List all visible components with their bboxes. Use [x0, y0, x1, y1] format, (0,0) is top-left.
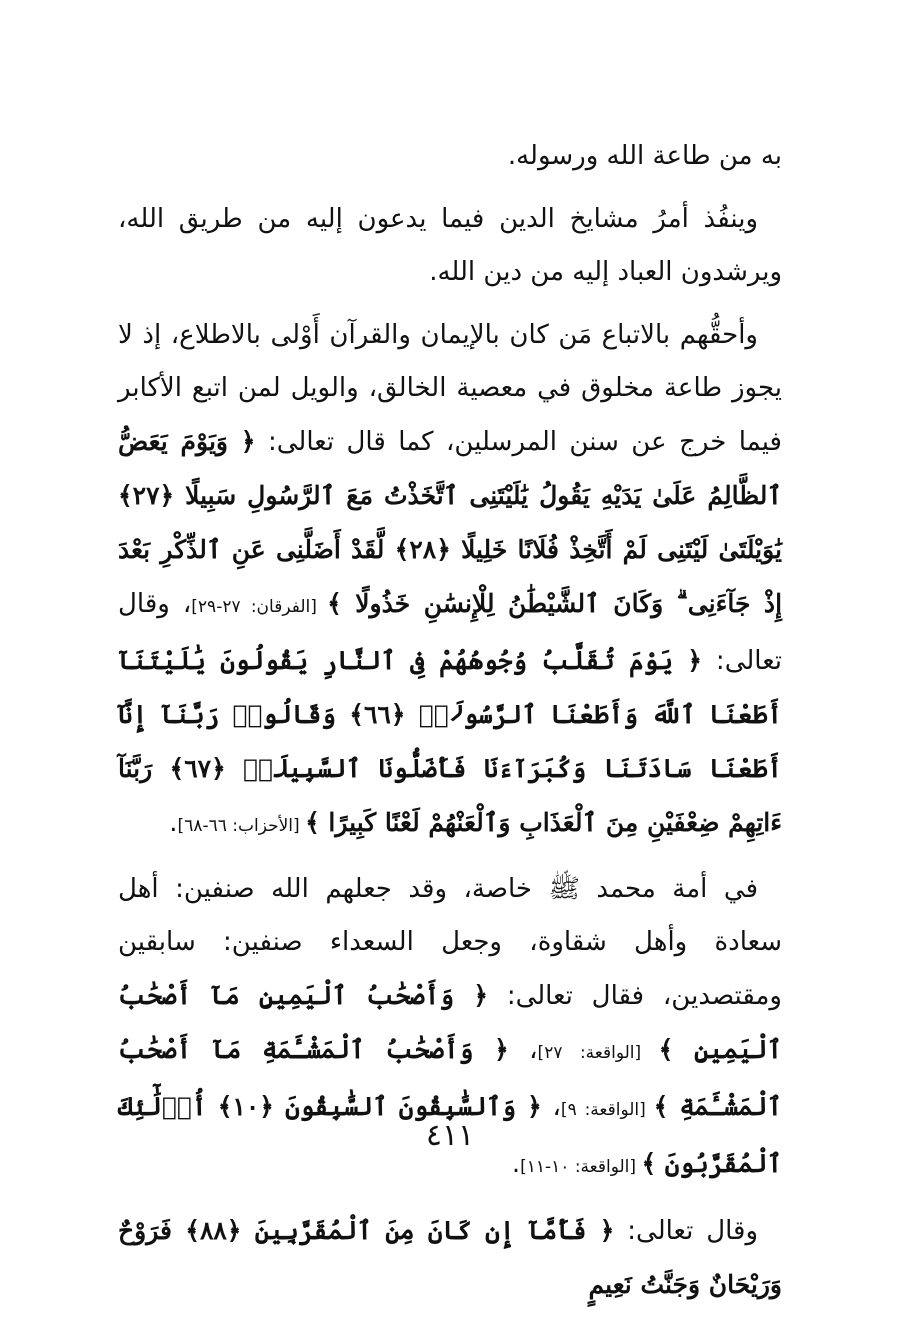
quran-verse-ahzab: ﴿ يَوْمَ تُقَلَّبُ وُجُوهُهُمْ فِى ٱلنَّارِ يَقُولُونَ يَٰلَيْتَنَآ أَطَعْنَا ٱللَّهَ وَأَطَعْنَا ٱلرَّسُولَا۠ ﴿٦٦﴾ وَقَالُوا۟ رَبَّنَآ إِنَّآ أَطَعْنَا سَادَتَنَا وَكُبَرَآءَنَا فَأَضَلُّونَا ٱلسَّبِيلَا۠ ﴿٦٧﴾ رَبَّنَآ ءَاتِهِمْ ضِعْفَيْنِ مِنَ ٱلْعَذَابِ وَٱلْعَنْهُمْ لَعْنًا كَبِيرًا ﴾ — [118, 646, 783, 837]
quran-verse-furqan: ﴿ وَيَوْمَ يَعَضُّ ٱلظَّالِمُ عَلَىٰ يَدَيْهِ يَقُولُ يَٰلَيْتَنِى ٱتَّخَذْتُ مَعَ ٱلرَّسُولِ سَبِيلًا ﴿٢٧﴾ يَٰوَيْلَتَىٰ لَيْتَنِى لَمْ أَتَّخِذْ فُلَانًا خَلِيلًا ﴿٢٨﴾ لَّقَدْ أَضَلَّنِى عَنِ ٱلذِّكْرِ بَعْدَ إِذْ جَآءَنِى ۗ وَكَانَ ٱلشَّيْطَٰنُ لِلْإِنسَٰنِ خَذُولًا ﴾ — [118, 427, 783, 618]
citation-waqia-27: [الواقعة: ٢٧] — [537, 1043, 659, 1063]
paragraph-2-text: وينفُذ أمرُ مشايخ الدين فيما يدعون إليه من طريق الله، ويرشدون العباد إليه من دين الله. — [118, 204, 782, 287]
paragraph-3-end: . — [169, 808, 178, 838]
citation-ahzab: [الأحزاب: ٦٦-٦٨] — [177, 816, 306, 836]
quran-verse-waqia-27: ﴿ وَأَصْحَٰبُ ٱلْيَمِينِ مَآ أَصْحَٰبُ ٱلْيَمِينِ ﴾ — [118, 981, 782, 1064]
citation-waqia-9: [الواقعة: ٩] — [560, 1100, 654, 1120]
paragraph-4-intro: في أمة محمد ﷺ خاصة، وقد جعلهم الله صنفين: أهل سعادة وأهل شقاوة، وجعل السعداء صنفين: سابقين ومقتصدين، فقال تعالى: — [118, 874, 782, 1011]
paragraph-1 — [118, 130, 782, 183]
quran-verse-waqia-88: ﴿ فَأَمَّآ إِن كَانَ مِنَ ٱلْمُقَرَّبِينَ ﴿٨٨﴾ فَرَوْحٌ وَرَيْحَانٌ وَجَنَّتُ نَعِيمٍ — [118, 1216, 782, 1299]
paragraph-4-end: . — [511, 1149, 521, 1179]
paragraph-4-sep-2: ، — [541, 1092, 561, 1122]
paragraph-3 — [118, 309, 782, 853]
paragraph-2 — [118, 193, 782, 299]
paragraph-5 — [118, 1204, 782, 1312]
paragraph-1-text: به من طاعة الله ورسوله. — [507, 141, 782, 171]
quran-verse-waqia-9: ﴿ وَأَصْحَٰبُ ٱلْمَشْـَٔمَةِ مَآ أَصْحَٰبُ ٱلْمَشْـَٔمَةِ ﴾ — [118, 1035, 782, 1121]
paragraph-3-intro: وأحقُّهم بالاتباع مَن كان بالإيمان والقرآن أَوْلى بالاطلاع، إذ لا يجوز طاعة مخلوق في معصية الخالق، والويل لمن اتبع الأكابر فيما خرج عن سنن المرسلين، كما قال تعالى: — [118, 320, 782, 457]
citation-furqan: [الفرقان: ٢٧-٢٩] — [191, 597, 328, 617]
paragraph-3-mid: ، وقال تعالى: — [118, 589, 782, 676]
quran-verse-waqia-10: ﴿ وَٱلسَّٰبِقُونَ ٱلسَّٰبِقُونَ ﴿١٠﴾ أُو۟لَٰٓئِكَ ٱلْمُقَرَّبُونَ ﴾ — [118, 1092, 782, 1178]
paragraph-4-sep-1: ، — [508, 1035, 538, 1065]
citation-waqia-10: [الواقعة: ١٠-١١] — [520, 1157, 642, 1177]
page-number: ٤١١ — [425, 1118, 475, 1153]
paragraph-5-intro: وقال تعالى: — [614, 1216, 758, 1246]
